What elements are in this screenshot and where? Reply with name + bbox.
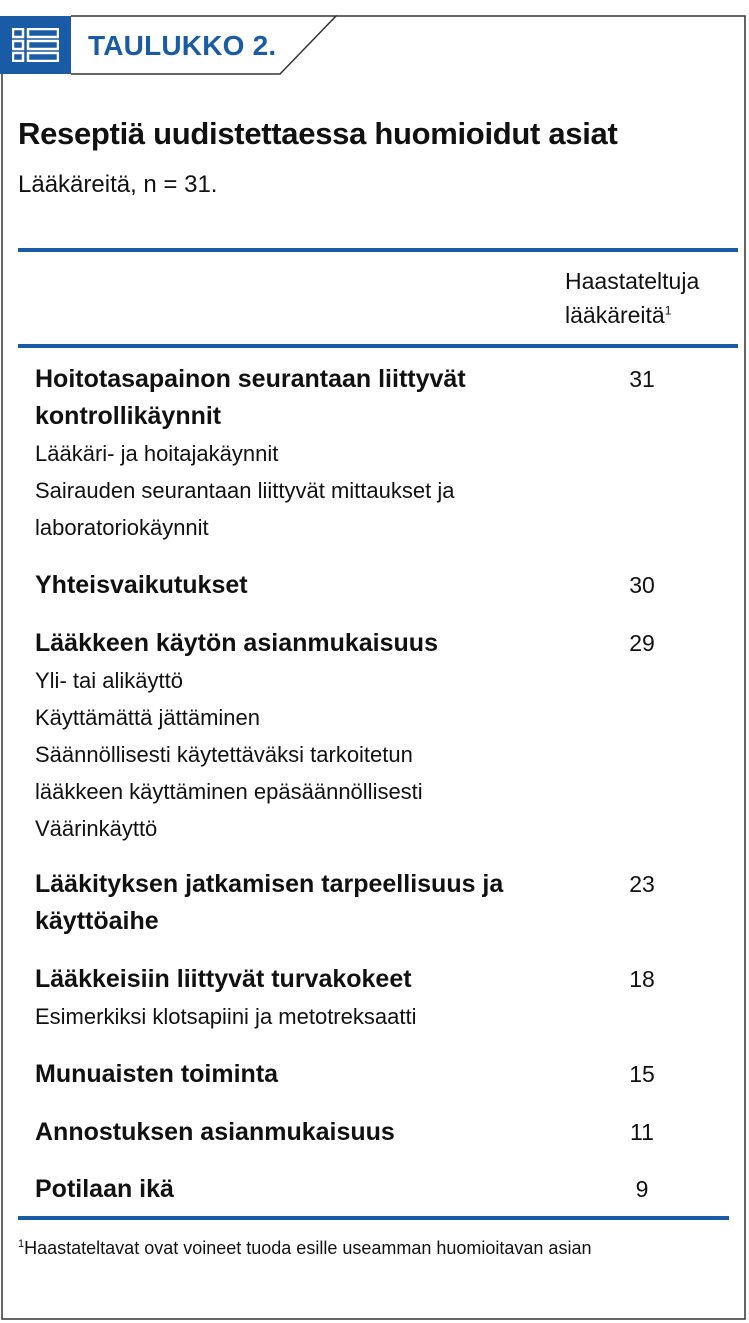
row-value: 11	[630, 1119, 654, 1145]
header-rule	[18, 344, 738, 348]
row-value: 31	[629, 366, 655, 392]
row-label: Potilaan ikä	[35, 1175, 174, 1203]
row-label: Hoitotasapainon seurantaan liittyvät	[35, 365, 466, 393]
row-label: Lääkkeen käytön asianmukaisuus	[35, 629, 438, 657]
row-value: 30	[629, 572, 655, 598]
row-label: Lääkkeisiin liittyvät turvakokeet	[35, 965, 412, 993]
row-value: 9	[635, 1176, 649, 1202]
row-value: 29	[629, 630, 655, 656]
row-sublabel: Yli- tai alikäyttö	[35, 668, 183, 693]
table-row	[35, 625, 735, 847]
table-row	[35, 567, 735, 604]
footnote-marker: 1	[664, 303, 672, 318]
row-value: 15	[629, 1061, 655, 1087]
row-sublabel: Käyttämättä jättäminen	[35, 705, 261, 730]
row-label: Munuaisten toiminta	[35, 1060, 279, 1088]
table-row	[35, 961, 735, 1035]
table-row	[35, 1114, 735, 1151]
table-row	[35, 1056, 735, 1093]
row-label: Lääkityksen jatkamisen tarpeellisuus ja	[35, 870, 504, 898]
table-subtitle: Lääkäreitä, n = 31.	[18, 171, 218, 198]
footnote-number: 1	[18, 1238, 25, 1250]
table-list-icon	[0, 16, 71, 74]
column-header-line2: lääkäreitä$^1$	[565, 302, 672, 328]
top-rule	[18, 248, 738, 252]
table-number-label: TAULUKKO 2.	[88, 30, 277, 61]
row-sublabel: laboratoriokäynnit	[35, 515, 209, 540]
row-sublabel: Lääkäri- ja hoitajakäynnit	[35, 441, 279, 466]
row-label: käyttöaihe	[35, 907, 159, 935]
row-label: Annostuksen asianmukaisuus	[35, 1118, 395, 1146]
table-title: Reseptiä uudistettaessa huomioidut asiat	[18, 116, 618, 151]
row-value: 18	[629, 966, 655, 992]
footnote	[18, 1238, 591, 1259]
row-sublabel: Väärinkäyttö	[35, 816, 158, 841]
footnote-text: Haastateltavat ovat voineet tuoda esille useamman huomioitavan asian	[24, 1238, 592, 1258]
table-header-tab	[0, 0, 380, 74]
row-sublabel: Esimerkiksi klotsapiini ja metotreksaatti	[35, 1004, 417, 1029]
row-sublabel: Säännöllisesti käytettäväksi tarkoitetun	[35, 742, 413, 767]
row-label: Yhteisvaikutukset	[35, 571, 248, 599]
row-value: 23	[629, 871, 655, 897]
table-row	[35, 361, 735, 546]
row-label: kontrollikäynnit	[35, 402, 222, 430]
column-header	[565, 264, 699, 332]
row-sublabel: lääkkeen käyttäminen epäsäännöllisesti	[35, 779, 423, 804]
column-header-line1: Haastateltuja	[565, 268, 700, 294]
row-sublabel: Sairauden seurantaan liittyvät mittaukset ja	[35, 478, 455, 503]
bottom-rule	[18, 1216, 729, 1220]
table-row	[35, 866, 735, 940]
table-row	[35, 1171, 735, 1208]
